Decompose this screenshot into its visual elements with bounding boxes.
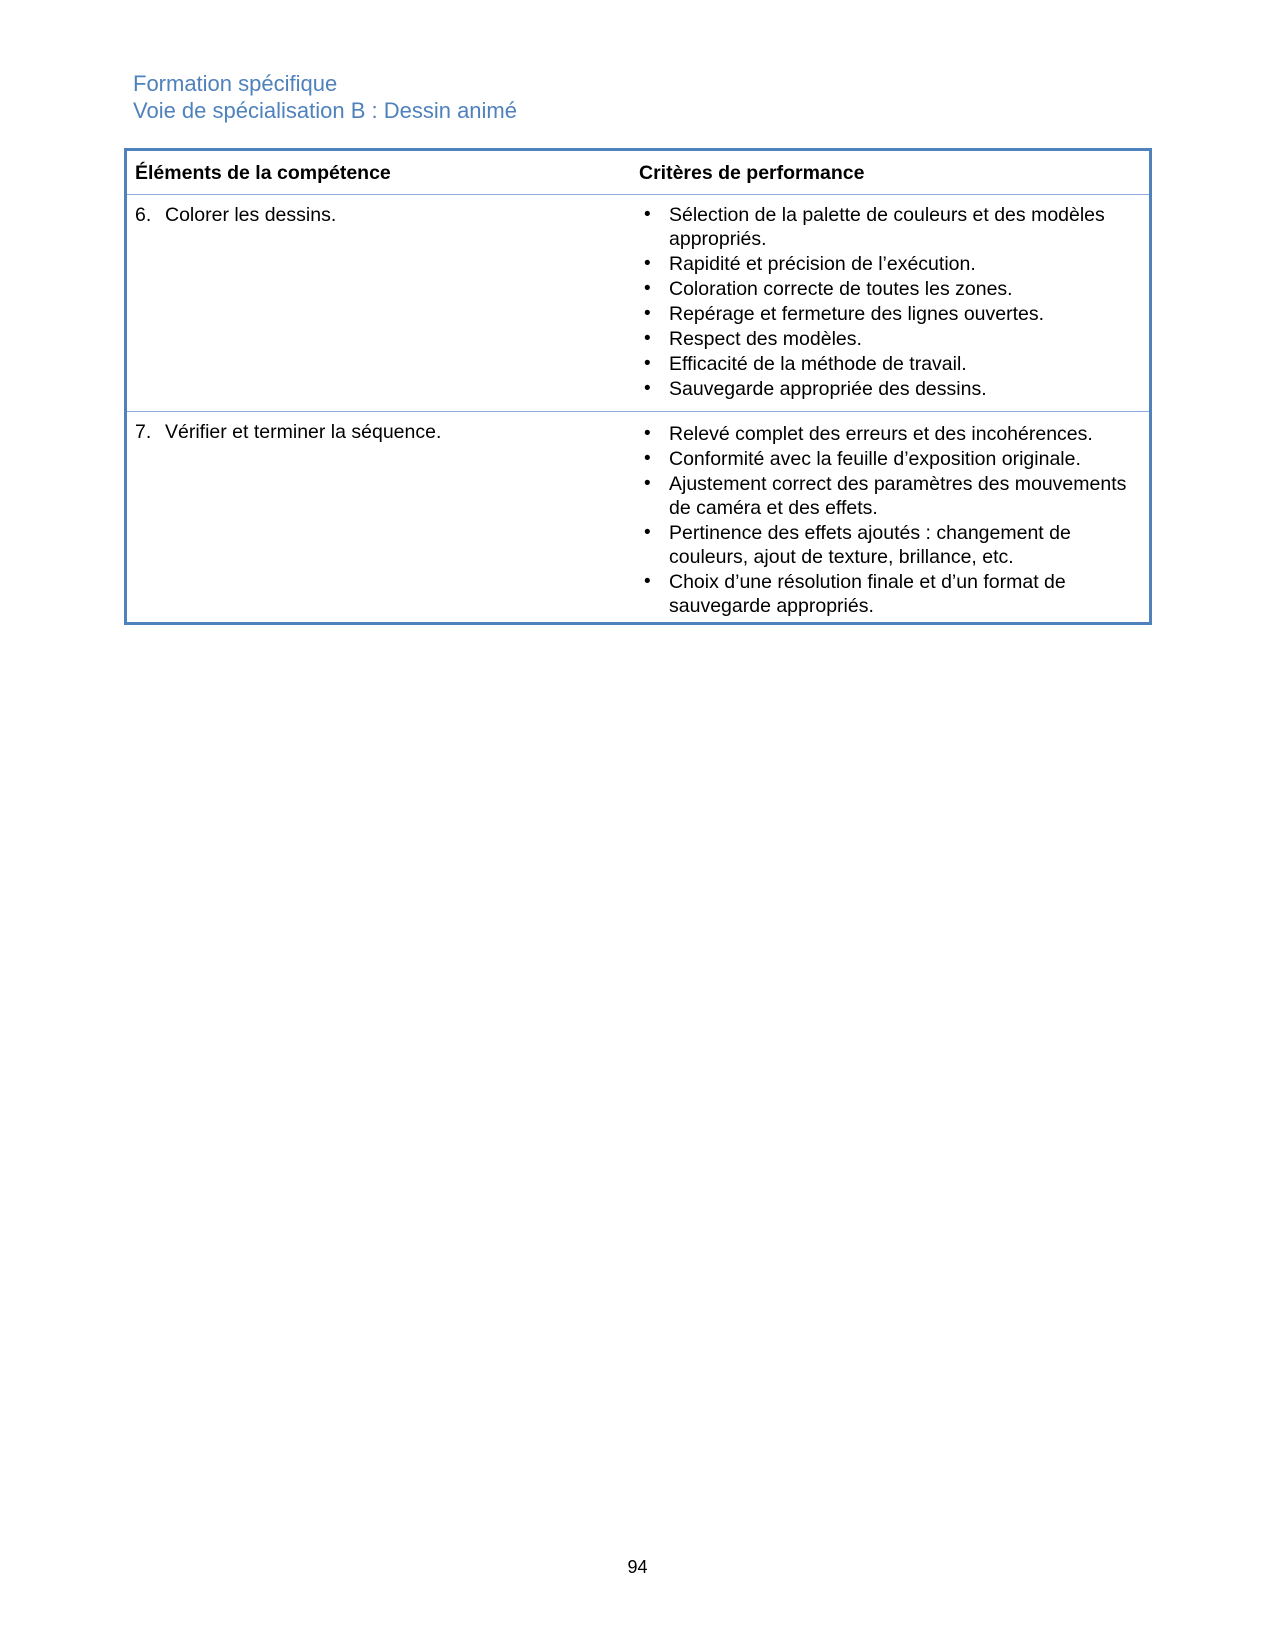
table-row bbox=[127, 195, 1149, 412]
criteria-item: • Repérage et fermeture des lignes ouvertes. bbox=[644, 303, 1045, 325]
header-line-formation: Formation spécifique bbox=[133, 71, 338, 96]
page-number: 94 bbox=[627, 1557, 648, 1577]
criteria-item: • Respect des modèles. bbox=[644, 328, 862, 350]
criteria-item: • Efficacité de la méthode de travail. bbox=[644, 353, 967, 375]
criteria-item: • Relevé complet des erreurs et des incohérences. bbox=[644, 423, 1093, 445]
element-cell bbox=[127, 195, 639, 411]
column-header-elements: Éléments de la compétence bbox=[135, 162, 391, 184]
competence-table bbox=[124, 148, 1152, 625]
bullet-icon: • bbox=[644, 571, 651, 592]
column-header-criteres: Critères de performance bbox=[639, 162, 865, 184]
bullet-icon: • bbox=[644, 353, 651, 374]
bullet-icon: • bbox=[644, 473, 651, 494]
criteria-item: • Pertinence des effets ajoutés : changement de couleurs, ajout de texture, brillance, etc. bbox=[644, 522, 1071, 568]
criteria-item: • Rapidité et précision de l’exécution. bbox=[644, 253, 976, 275]
bullet-icon: • bbox=[644, 522, 651, 543]
criteria-list bbox=[639, 422, 1129, 618]
bullet-icon: • bbox=[644, 253, 651, 274]
element-text: Colorer les dessins. bbox=[165, 204, 337, 226]
bullet-icon: • bbox=[644, 204, 651, 225]
criteria-cell bbox=[639, 195, 1149, 411]
header-line-specialisation: Voie de spécialisation B : Dessin animé bbox=[133, 98, 517, 123]
element-cell bbox=[127, 412, 639, 622]
element-number: 7. bbox=[135, 421, 152, 443]
table-header-row bbox=[127, 151, 1149, 195]
bullet-icon: • bbox=[644, 303, 651, 324]
bullet-icon: • bbox=[644, 278, 651, 299]
element-text: Vérifier et terminer la séquence. bbox=[165, 421, 442, 443]
criteria-item: • Sélection de la palette de couleurs et des modèles appropriés. bbox=[644, 204, 1105, 250]
criteria-list bbox=[639, 203, 1129, 401]
bullet-icon: • bbox=[644, 423, 651, 444]
criteria-item: • Coloration correcte de toutes les zones. bbox=[644, 278, 1013, 300]
bullet-icon: • bbox=[644, 448, 651, 469]
element-number: 6. bbox=[135, 204, 152, 226]
page-header bbox=[133, 70, 517, 124]
criteria-item: • Choix d’une résolution finale et d’un format de sauvegarde appropriés. bbox=[644, 571, 1066, 617]
bullet-icon: • bbox=[644, 328, 651, 349]
bullet-icon: • bbox=[644, 378, 651, 399]
table-row bbox=[127, 412, 1149, 622]
criteria-item: • Sauvegarde appropriée des dessins. bbox=[644, 378, 987, 400]
criteria-item: • Ajustement correct des paramètres des mouvements de caméra et des effets. bbox=[644, 473, 1127, 519]
criteria-item: • Conformité avec la feuille d’exposition originale. bbox=[644, 448, 1081, 470]
criteria-cell bbox=[639, 412, 1149, 622]
